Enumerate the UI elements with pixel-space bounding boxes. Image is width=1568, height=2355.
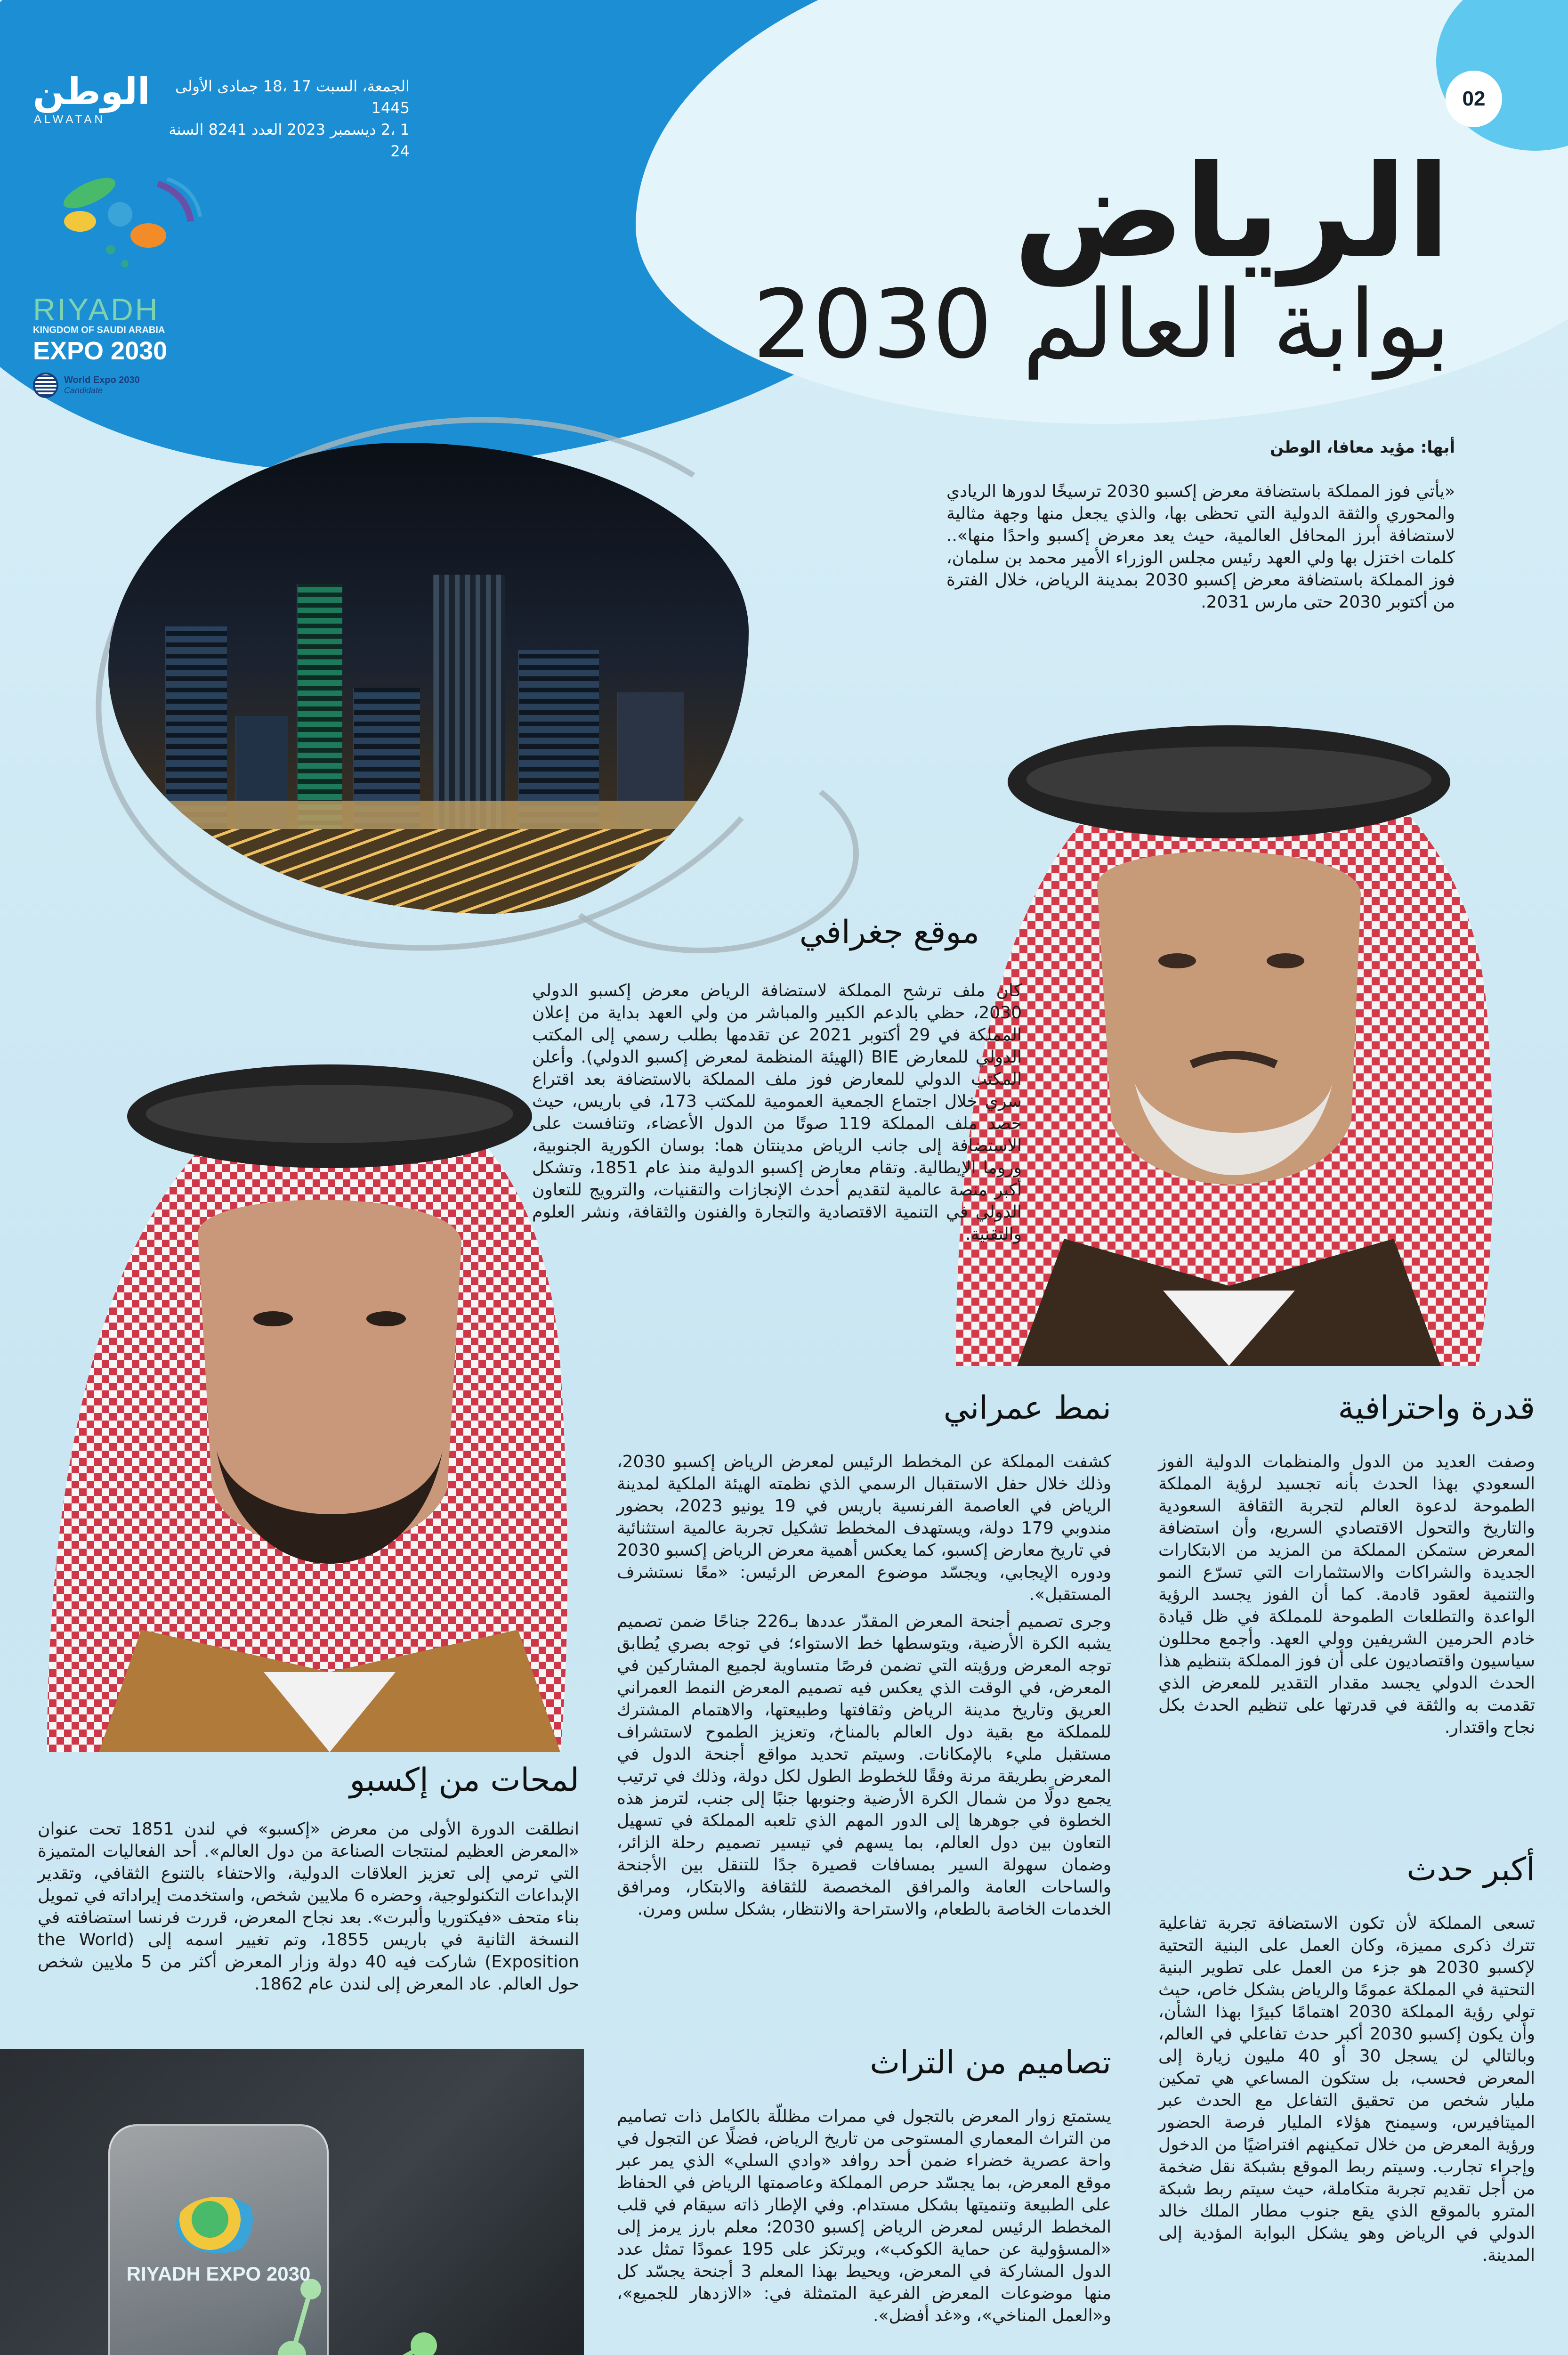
road-lights	[108, 829, 749, 914]
intro-paragraph: «يأتي فوز المملكة باستضافة معرض إكسبو 2030 ترسيخًا لدورها الريادي والمحوري والثقة الدولية التي تحظى بها، والذي يجعل منها وجهة مثالية لاستضافة أبرز المحافل العالمية، حيث يعد معرض إكسبو واحدًا منها».. كلمات اختزل بها ولي العهد رئيس مجلس الوزراء الأمير محمد بن سلمان، فوز المملكة باستضافة معرض إكسبو 2030 بمدينة الرياض، خلال الفترة من أكتوبر 2030 حتى مارس 2031.	[946, 482, 1455, 612]
candidate-badge	[33, 373, 259, 398]
riyadh-expo-logo	[33, 151, 259, 414]
expo-year: EXPO 2030	[33, 337, 168, 365]
crown-prince-portrait[interactable]	[19, 1036, 579, 1752]
trophy-label: RIYADH EXPO 2030	[126, 2263, 311, 2285]
section-body-geo: كان ملف ترشح المملكة لاستضافة الرياض معرض إكسبو الدولي 2030، حظي بالدعم الكبير والمباشر من ولي العهد بداية من إعلان المملكة في 29 أكتوبر 2021 عن تقدمها بطلب رسمي إلى المكتب الدولي للمعارض BIE (الهيئة المنظمة لمعرض إكسبو الدولي). وأعلن المكتب الدولي للمعارض فوز ملف المملكة بالاستضافة بعد اقتراع سري خلال اجتماع الجمعية العمومية للمكتب 173، في باريس، حيث حصد ملف المملكة 119 صوتًا من الدول الأعضاء، وتنافست على الاستضافة إلى جانب الرياض مدينتان هما: بوسان الكورية الجنوبية، وروما الإيطالية. وتقام معارض إكسبو الدولية منذ عام 1851، وتشكل أكبر منصة عالمية لتقديم أحدث الإنجازات والتقنيات، والترويج للتعاون الدولي في التنمية الاقتصادية والتجارة والفنون والثقافة، ونشر العلوم والتقنية.	[532, 981, 1022, 1244]
section-heading-capability: قدرة واحترافية	[1338, 1389, 1535, 1427]
expo-sign-photo[interactable]	[0, 2049, 584, 2355]
byline: أبها: مؤيد معافا، الوطن	[1270, 438, 1455, 457]
headline-sub: بوابة العالم 2030	[752, 270, 1450, 380]
candidate-sub: Candidate	[64, 386, 103, 395]
portrait-illustration-icon	[19, 1036, 579, 1752]
highway-bridge	[108, 801, 749, 829]
riyadh-skyline-photo[interactable]	[108, 443, 749, 914]
section-body-urban	[617, 1451, 1111, 1920]
section-body-biggest: تسعى المملكة لأن تكون الاستضافة تجربة تفاعلية تترك ذكرى مميزة، وكان العمل على البنية التحتية لإكسبو 2030 هو جزء من العمل على تطوير البنية التحتية في المملكة عمومًا والرياض بشكل خاص، حيث تولي رؤية المملكة 2030 اهتمامًا كبيرًا بهذا الشأن، وأن يكون إكسبو 2030 أكبر حدث تفاعلي في العالم، وبالتالي لن يسجل 30 أو 40 مليون زيارة إلى المعرض فحسب، بل ستكون المساعي هي تمكين مليار شخص من تحقيق التفاعل مع الحدث عبر الميتافيرس، وسيمنح هؤلاء المليار فرصة الحضور ورؤية المعرض من خلال تمكينهم افتراضيًا من الدخول وإجراء تجارب. وسيتم ربط الموقع بشبكة نقل ضخمة من أجل تقديم تجربة متكاملة، حيث سيتم ربط شبكة المترو بالموقع الذي يقع جنوب مطار الملك خالد الدولي في الرياض وهو يشكل البوابة المؤدية إلى المدينة.	[1158, 1914, 1535, 2265]
candidate-title: World Expo 2030	[64, 375, 140, 385]
section-heading-geo: موقع جغرافي	[799, 914, 979, 951]
section-body-glimpses: انطلقت الدورة الأولى من معرض «إكسبو» في لندن 1851 تحت عنوان «المعرض العظيم لمنتجات الصناعة من دول العالم». أحد الفعاليات المتميزة التي ترمي إلى تعزيز العلاقات الدولية، والاحتفاء بالتنوع الثقافي، وتقدير الإبداعات التكنولوجية، وحضره 6 ملايين شخص، واستخدمت إيراداته في تمويل بناء متحف «فيكتوريا وألبرت». بعد نجاح المعرض، قررت فرنسا استضافته في النسخة الثانية في باريس 1855، وتم تغيير اسمه إلى (the World Exposition) شاركت فيه 40 دولة وزار المعرض أكثر من 5 ملايين شخص حول العالم. عاد المعرض إلى لندن عام 1862.	[38, 1819, 580, 1994]
newspaper-logo-english: ALWATAN	[34, 113, 105, 126]
newspaper-logo[interactable]: الوطن	[33, 71, 150, 113]
expo-country: KINGDOM OF SAUDI ARABIA	[33, 325, 165, 335]
trophy-logo-icon	[176, 2197, 261, 2253]
dateline	[165, 75, 410, 162]
section-body-urban-p1: كشفت المملكة عن المخطط الرئيس لمعرض الرياض إكسبو 2030، وذلك خلال حفل الاستقبال الرسمي الذي نظمته الهيئة الملكية لمدينة الرياض في العاصمة الفرنسية باريس في 19 يونيو 2023، بحضور مندوبي 179 دولة، ويستهدف المخطط تشكيل تجربة عالمية استثنائية في تاريخ معارض إكسبو، كما يعكس أهمية معرض الرياض إكسبو 2030 ودوره الإيجابي، ويجسّد موضوع المعرض الرئيس: «معًا نستشرف المستقبل».	[617, 1452, 1111, 1604]
headline-main: الرياض	[1013, 138, 1450, 286]
section-heading-biggest: أكبر حدث	[1406, 1851, 1535, 1888]
section-body-urban-p2: وجرى تصميم أجنحة المعرض المقدّر عددها بـ226 جناحًا ضمن تصميم يشبه الكرة الأرضية، ويتوسطها خط الاستواء؛ في توجه بصري يُطابق توجه المعرض ورؤيته التي تضمن فرصًا متساوية لجميع المشاركين في المعرض، في الوقت الذي يعكس فيه تصميم المعرض النمط العمراني العريق وتاريخ مدينة الرياض وثقافتها وطبيعتها، والاهتمام المشترك للمملكة مع بقية دول العالم بالمناخ، وتعزيز الطموح لاستشراف مستقبل مليء بالإمكانات. وسيتم تحديد مواقع أجنحة الدول في المعرض بطريقة مرنة وفقًا للخطوط الطول لكل دولة، وذلك في ترتيب يجمع دولًا من شمال الكرة الأرضية وجنوبها جنبًا إلى جنب، لترمز هذه الخطوة في جوهرها إلى الدور المهم الذي تلعبه المملكة في تسهيل التعاون بين دول العالم، بما يسهم في تيسير تصميم رحلة الزائر، وضمان سهولة السير بمسافات قصيرة جدًا للتنقل بين الأجنحة والساحات العامة والمرافق المخصصة للثقافة والابتكار، ومرافق الخدمات الخاصة بالطعام، والاستراحة والانتظار، بشكل سلس ومرن.	[617, 1612, 1111, 1919]
expo-emblem-icon	[33, 151, 259, 292]
section-heading-heritage: تصاميم من التراث	[870, 2044, 1111, 2081]
section-heading-glimpses: لمحات من إكسبو	[349, 1762, 579, 1799]
dateline-hijri: الجمعة، السبت 17 ،18 جمادى الأولى 1445	[175, 77, 410, 117]
dateline-gregorian: 1 ،2 ديسمبر 2023 العدد 8241 السنة 24	[169, 121, 410, 160]
expo-city: RIYADH	[33, 292, 160, 327]
section-heading-urban: نمط عمراني	[943, 1389, 1111, 1427]
world-expo-icon	[33, 373, 58, 398]
glass-expo-trophy	[108, 2124, 329, 2355]
section-body-heritage: يستمتع زوار المعرض بالتجول في ممرات مظللّة بالكامل ذات تصاميم من التراث المعماري المستوحى من تاريخ الرياض، فضلًا عن التجول في واحة عصرية خضراء ضمن أحد روافد «وادي السلي» الذي يمر عبر موقع المعرض، بما يجسّد حرص المملكة وعاصمتها الرياض في الحفاظ على الطبيعة وتنميتها بشكل مستدام. وفي الإطار ذاته سيقام في قلب المخطط الرئيس لمعرض الرياض إكسبو 2030؛ معلم بارز يرمز إلى «المسؤولية عن حماية الكوكب»، ويرتكز على 195 عمودًا تمثل عدد الدول المشاركة في المعرض، ويحيط بهذا المعلم 3 أجنحة يجسّد كل منها موضوعات المعرض الفرعية المتمثلة في: «الازدهار للجميع»، و«العمل المناخي»، و«غد أفضل».	[617, 2107, 1111, 2325]
page-number: 02	[1446, 71, 1502, 127]
section-body-capability: وصفت العديد من الدول والمنظمات الدولية الفوز السعودي بهذا الحدث بأنه تجسيد لرؤية المملكة الطموحة لدعوة العالم لتجربة الثقافة السعودية والتاريخ والتحول الاقتصادي السريع، وأن استضافة المعرض ستمكن المملكة من المزيد من الابتكارات الجديدة والشراكات والاستثمارات التي تسرّع النمو والتنمية لعقود قادمة. كما أن الفوز يجسد الرؤية الواعدة والتطلعات الطموحة للمملكة في ظل قيادة خادم الحرمين الشريفين وولي العهد. وأجمع محللون سياسيون واقتصاديون على أن فوز المملكة بتنظيم هذا الحدث الدولي يجسد مقدار التقدير للمعرض الذي تقدمت به والثقة في قدرتها على تنظيم الحدث بكل نجاح واقتدار.	[1158, 1452, 1535, 1737]
